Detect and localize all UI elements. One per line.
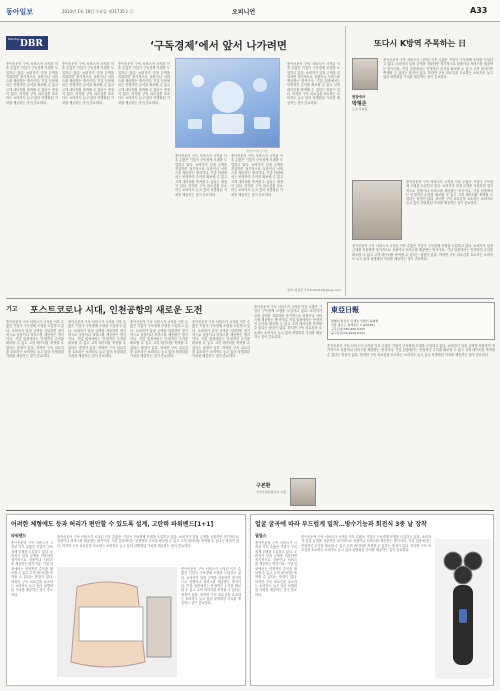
right-body-top: 종이신문의 구독 서비스가 시작된 이후 수많은 기업이 구독경제 모델을 도입하고 있다. 소비자가 일정 금액을 지불하면 정기적으로 상품이나 서비스를 제공받는 방식이다. 기업 입장에서는 안정적인 수익을 확보할 수 있고 고객 데이터를 축적할 수 있다는 장점이 있다. 하지만 구독 피로감을 호소하는 소비자도 늘고 있어 차별화된 가치를 제공하는 것이 중요하다. (383, 58, 493, 80)
ad-left-headline: 어려한 체형에도 등과 허리가 편안할 수 있도록 설계, 고탄력 파워밴드[1+1] (11, 521, 214, 528)
dbr-byline: 정리=김윤진 기자 truth311@donga.com (287, 288, 341, 292)
dbr-body-col4: 종이신문의 구독 서비스가 시작된 이후 수많은 기업이 구독경제 모델을 도입하고 있다. 소비자가 일정 금액을 지불하면 정기적으로 상품이나 서비스를 제공받는 방식이다. 기업 입장에서는 안정적인 수익을 확보할 수 있고 고객 데이터를 축적할 수 있다는 장점이 있다. 하지만 구독 피로감을 호소하는 소비자도 늘고 있어 차별화된 가치를 제공하는 것이 중요하다. (175, 154, 227, 197)
guest-author-name: 구본환 (256, 483, 271, 489)
dbr-logo (6, 36, 48, 50)
guest-column-tag: 기고 (6, 306, 18, 313)
dbr-headline: ‘구독경제’에서 앞서 나가려면 (150, 40, 288, 52)
guest-body-col1: 종이신문의 구독 서비스가 시작된 이후 수많은 기업이 구독경제 모델을 도입하고 있다. 소비자가 일정 금액을 지불하면 정기적으로 상품이나 서비스를 제공받는 방식이다. 기업 입장에서는 안정적인 수익을 확보할 수 있고 고객 데이터를 축적할 수 있다는 장점이 있다. 하지만 구독 피로감을 호소하는 소비자도 늘고 있어 차별화된 가치를 제공하는 것이 중요하다. (6, 320, 64, 359)
ad-right-brand: 필립스 (255, 533, 267, 538)
ad-right (250, 514, 494, 686)
dbr-logo-sub: Monday (8, 37, 20, 41)
right-body-bottom: 종이신문의 구독 서비스가 시작된 이후 수많은 기업이 구독경제 모델을 도입하고 있다. 소비자가 일정 금액을 지불하면 정기적으로 상품이나 서비스를 제공받는 방식이다. 기업 입장에서는 안정적인 수익을 확보할 수 있고 고객 데이터를 축적할 수 있다는 장점이 있다. 하지만 구독 피로감을 호소하는 소비자도 늘고 있어 차별화된 가치를 제공하는 것이 중요하다. (352, 244, 493, 261)
guest-body-col5: 종이신문의 구독 서비스가 시작된 이후 수많은 기업이 구독경제 모델을 도입하고 있다. 소비자가 일정 금액을 지불하면 정기적으로 상품이나 서비스를 제공받는 방식이다. 기업 입장에서는 안정적인 수익을 확보할 수 있고 고객 데이터를 축적할 수 있다는 장점이 있다. 하지만 구독 피로감을 호소하는 소비자도 늘고 있어 차별화된 가치를 제공하는 것이 중요하다. (254, 305, 322, 340)
author-title: 도쿄 특파원 (352, 107, 368, 111)
dbr-illustration (175, 58, 280, 148)
masthead-logo: 東亞日報 (331, 306, 359, 314)
ad-left-product-image (57, 567, 177, 677)
dbr-body-col2: 종이신문의 구독 서비스가 시작된 이후 수많은 기업이 구독경제 모델을 도입하고 있다. 소비자가 일정 금액을 지불하면 정기적으로 상품이나 서비스를 제공받는 방식이다. 기업 입장에서는 안정적인 수익을 확보할 수 있고 고객 데이터를 축적할 수 있다는 장점이 있다. 하지만 구독 피로감을 호소하는 소비자도 늘고 있어 차별화된 가치를 제공하는 것이 중요하다. (62, 62, 114, 105)
ad-left (6, 514, 246, 686)
masthead-line: 구독신청 080-900-0333 (331, 327, 365, 331)
guest-body-col4: 종이신문의 구독 서비스가 시작된 이후 수많은 기업이 구독경제 모델을 도입하고 있다. 소비자가 일정 금액을 지불하면 정기적으로 상품이나 서비스를 제공받는 방식이다. 기업 입장에서는 안정적인 수익을 확보할 수 있고 고객 데이터를 축적할 수 있다는 장점이 있다. 하지만 구독 피로감을 호소하는 소비자도 늘고 있어 차별화된 가치를 제공하는 것이 중요하다. (192, 320, 250, 359)
masthead-info (331, 319, 491, 335)
author-photo (352, 58, 378, 90)
dbr-body-col3: 종이신문의 구독 서비스가 시작된 이후 수많은 기업이 구독경제 모델을 도입하고 있다. 소비자가 일정 금액을 지불하면 정기적으로 상품이나 서비스를 제공받는 방식이다. 기업 입장에서는 안정적인 수익을 확보할 수 있고 고객 데이터를 축적할 수 있다는 장점이 있다. 하지만 구독 피로감을 호소하는 소비자도 늘고 있어 차별화된 가치를 제공하는 것이 중요하다. (118, 62, 170, 105)
ad-left-text: 종이신문의 구독 서비스가 시작된 이후 수많은 기업이 구독경제 모델을 도입하고 있다. 소비자가 일정 금액을 지불하면 정기적으로 상품이나 서비스를 제공받는 방식이다. 기업 입장에서는 안정적인 수익을 확보할 수 있고 고객 데이터를 축적할 수 있다는 장점이 있다. 하지만 구독 피로감을 호소하는 소비자도 늘고 있어 차별화된 가치를 제공하는 것이 중요하다. (57, 535, 239, 548)
column-divider (345, 26, 346, 296)
page-number: A33 (470, 6, 488, 15)
author-name: 박형준 (352, 101, 367, 107)
right-column-headline: 또다시 K방역 주목하는 日 (374, 39, 467, 48)
ad-right-shaver-image (435, 539, 491, 679)
guest-column-headline: 포스트코로나 시대, 인천공항의 새로운 도전 (30, 306, 203, 316)
ad-right-text: 종이신문의 구독 서비스가 시작된 이후 수많은 기업이 구독경제 모델을 도입하고 있다. 소비자가 일정 금액을 지불하면 정기적으로 상품이나 서비스를 제공받는 방식이다. 기업 입장에서는 안정적인 수익을 확보할 수 있고 고객 데이터를 축적할 수 있다는 장점이 있다. 하지만 구독 피로감을 호소하는 소비자도 늘고 있어 차별화된 가치를 제공하는 것이 중요하다. (301, 535, 431, 552)
ad-left-brand: 파워밴드 (11, 533, 27, 538)
ad-right-text-side: 종이신문의 구독 서비스가 시작된 이후 수많은 기업이 구독경제 모델을 도입하고 있다. 소비자가 일정 금액을 지불하면 정기적으로 상품이나 서비스를 제공받는 방식이다. 기업 입장에서는 안정적인 수익을 확보할 수 있고 고객 데이터를 축적할 수 있다는 장점이 있다. 하지만 구독 피로감을 호소하는 소비자도 늘고 있어 차별화된 가치를 제공하는 것이 중요하다. (255, 541, 297, 597)
masthead-line: 광고문의 02-2020-0123 (331, 331, 365, 335)
guest-author-photo (290, 478, 316, 506)
ad-left-text-right: 종이신문의 구독 서비스가 시작된 이후 수많은 기업이 구독경제 모델을 도입하고 있다. 소비자가 일정 금액을 지불하면 정기적으로 상품이나 서비스를 제공받는 방식이다. 기업 입장에서는 안정적인 수익을 확보할 수 있고 고객 데이터를 축적할 수 있다는 장점이 있다. 하지만 구독 피로감을 호소하는 소비자도 늘고 있어 차별화된 가치를 제공하는 것이 중요하다. (181, 567, 241, 606)
ad-rule (6, 510, 494, 511)
right-lower-body: 종이신문의 구독 서비스가 시작된 이후 수많은 기업이 구독경제 모델을 도입하고 있다. 소비자가 일정 금액을 지불하면 정기적으로 상품이나 서비스를 제공받는 방식이다. 기업 입장에서는 안정적인 수익을 확보할 수 있고 고객 데이터를 축적할 수 있다는 장점이 있다. 하지만 구독 피로감을 호소하는 소비자도 늘고 있어 차별화된 가치를 제공하는 것이 중요하다. (327, 344, 495, 357)
dbr-body-col1: 종이신문의 구독 서비스가 시작된 이후 수많은 기업이 구독경제 모델을 도입하고 있다. 소비자가 일정 금액을 지불하면 정기적으로 상품이나 서비스를 제공받는 방식이다. 기업 입장에서는 안정적인 수익을 확보할 수 있고 고객 데이터를 축적할 수 있다는 장점이 있다. 하지만 구독 피로감을 호소하는 소비자도 늘고 있어 차별화된 가치를 제공하는 것이 중요하다. (6, 62, 58, 105)
author-label: 현장에서 (352, 95, 366, 99)
right-body-mid: 종이신문의 구독 서비스가 시작된 이후 수많은 기업이 구독경제 모델을 도입하고 있다. 소비자가 일정 금액을 지불하면 정기적으로 상품이나 서비스를 제공받는 방식이다. 기업 입장에서는 안정적인 수익을 확보할 수 있고 고객 데이터를 축적할 수 있다는 장점이 있다. 하지만 구독 피로감을 호소하는 소비자도 늘고 있어 차별화된 가치를 제공하는 것이 중요하다. (406, 180, 493, 206)
dbr-photo-caption: 게티이미지코리아 (246, 149, 268, 153)
issue-date: 2023년 1월 18일 수요일 제31735호 ⓒ (62, 9, 134, 14)
dbr-logo-text: DBR (20, 39, 43, 49)
section-name: 오피니언 (232, 9, 256, 16)
guest-body-col2: 종이신문의 구독 서비스가 시작된 이후 수많은 기업이 구독경제 모델을 도입하고 있다. 소비자가 일정 금액을 지불하면 정기적으로 상품이나 서비스를 제공받는 방식이다. 기업 입장에서는 안정적인 수익을 확보할 수 있고 고객 데이터를 축적할 수 있다는 장점이 있다. 하지만 구독 피로감을 호소하는 소비자도 늘고 있어 차별화된 가치를 제공하는 것이 중요하다. (68, 320, 126, 359)
ad-right-headline: 얼굴 굴곡에 따라 부드럽게 밀착…방수기능과 회전식 3중 날 장착 (255, 521, 427, 528)
right-column-photo (352, 180, 402, 240)
guest-author-title: 인천국제공항공사 사장 (256, 490, 286, 494)
section-rule (6, 298, 494, 299)
dbr-body-col6: 종이신문의 구독 서비스가 시작된 이후 수많은 기업이 구독경제 모델을 도입하고 있다. 소비자가 일정 금액을 지불하면 정기적으로 상품이나 서비스를 제공받는 방식이다. 기업 입장에서는 안정적인 수익을 확보할 수 있고 고객 데이터를 축적할 수 있다는 장점이 있다. 하지만 구독 피로감을 호소하는 소비자도 늘고 있어 차별화된 가치를 제공하는 것이 중요하다. (287, 62, 340, 105)
dbr-body-col5: 종이신문의 구독 서비스가 시작된 이후 수많은 기업이 구독경제 모델을 도입하고 있다. 소비자가 일정 금액을 지불하면 정기적으로 상품이나 서비스를 제공받는 방식이다. 기업 입장에서는 안정적인 수익을 확보할 수 있고 고객 데이터를 축적할 수 있다는 장점이 있다. 하지만 구독 피로감을 호소하는 소비자도 늘고 있어 차별화된 가치를 제공하는 것이 중요하다. (231, 154, 283, 197)
ad-left-text-side: 종이신문의 구독 서비스가 시작된 이후 수많은 기업이 구독경제 모델을 도입하고 있다. 소비자가 일정 금액을 지불하면 정기적으로 상품이나 서비스를 제공받는 방식이다. 기업 입장에서는 안정적인 수익을 확보할 수 있고 고객 데이터를 축적할 수 있다는 장점이 있다. 하지만 구독 피로감을 호소하는 소비자도 늘고 있어 차별화된 가치를 제공하는 것이 중요하다. (11, 541, 53, 597)
masthead-line: 발행인·편집인 김재호 인쇄인 최의현 (331, 319, 379, 323)
masthead-line: 서울 종로구 청계천로 1 (03187) (331, 323, 375, 327)
paper-name: 동아일보 (6, 8, 34, 16)
guest-body-col3: 종이신문의 구독 서비스가 시작된 이후 수많은 기업이 구독경제 모델을 도입하고 있다. 소비자가 일정 금액을 지불하면 정기적으로 상품이나 서비스를 제공받는 방식이다. 기업 입장에서는 안정적인 수익을 확보할 수 있고 고객 데이터를 축적할 수 있다는 장점이 있다. 하지만 구독 피로감을 호소하는 소비자도 늘고 있어 차별화된 가치를 제공하는 것이 중요하다. (130, 320, 188, 359)
